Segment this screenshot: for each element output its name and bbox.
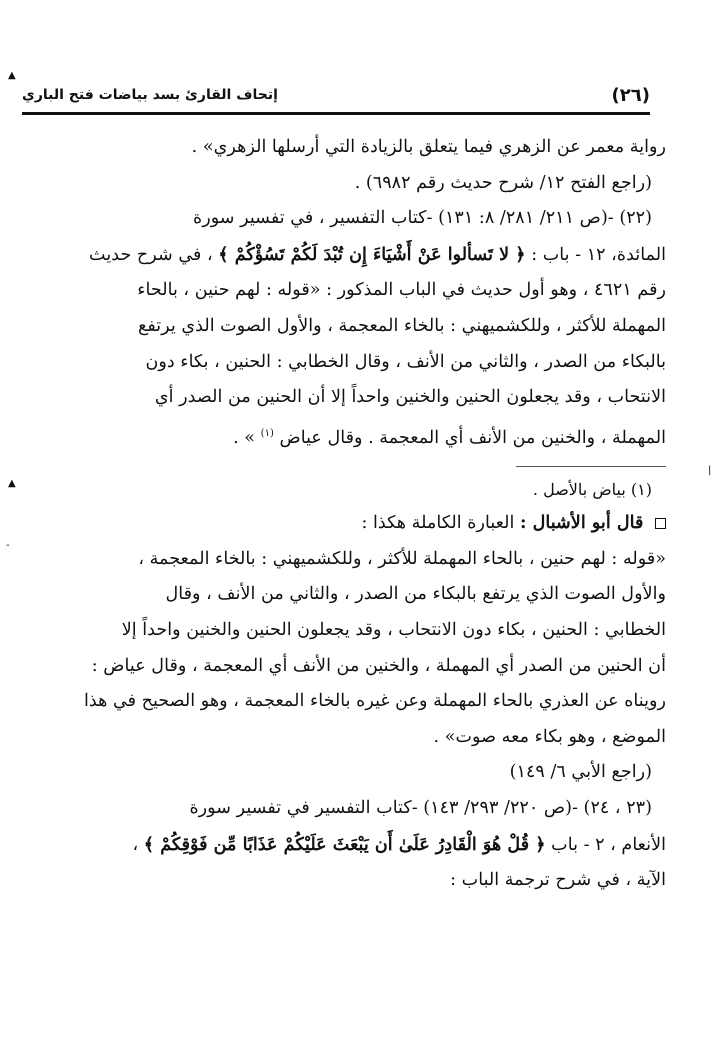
footnote: (١) بياض بالأصل .	[532, 480, 652, 500]
scan-mark: ▲	[8, 478, 16, 489]
text-line: والأول الصوت الذي يرتفع بالبكاء من الصدر ، والثاني من الأنف ، وقال	[165, 584, 666, 605]
text-segment: المهملة ، والخنين من الأنف أي المعجمة . وقال عياض	[279, 427, 666, 448]
text-line: أن الحنين من الصدر أي المهملة ، والخنين من الأنف أي المعجمة ، وقال عياض :	[91, 655, 666, 676]
scan-mark: |	[708, 465, 712, 476]
entry-heading: (٢٢) -(ص ٢١١/ ٢٨١/ ٨: ١٣١) -كتاب التفسير ، في تفسير سورة	[193, 208, 652, 229]
text-segment: الأنعام ، ٢ - باب	[551, 834, 666, 855]
text-segment: ، في شرح حديث	[89, 244, 213, 265]
reference-line: (راجع الأبي ٦/ ١٤٩)	[509, 762, 652, 783]
page-body	[48, 130, 666, 899]
footnote-separator	[516, 466, 666, 467]
comment-heading	[48, 505, 666, 542]
text-line: رويناه عن العذري بالحاء المهملة وعن غيره بالخاء المعجمة ، وهو الصحيح في هذا	[83, 691, 666, 712]
scan-mark: ▲	[8, 70, 16, 81]
text-line	[48, 827, 666, 864]
page-header	[22, 78, 650, 115]
text-line: الموضع ، وهو بكاء معه صوت» .	[433, 726, 666, 747]
quran-quote: ﴿ قُلْ هُوَ الْقَادِرُ عَلَىٰ أَن يَبْعَثَ عَلَيْكُمْ عَذَابًا مِّن فَوْقِكُمْ ﴾	[143, 833, 546, 855]
page-number: (٢٦)	[611, 84, 650, 106]
text-line	[48, 237, 666, 274]
text-segment: العبارة الكاملة هكذا :	[361, 513, 515, 534]
text-line: الانتحاب ، وقد يجعلون الحنين والخنين واحداً إلا أن الحنين من الصدر أي	[154, 387, 666, 408]
comment-label: قال أبو الأشبال :	[519, 512, 644, 534]
text-line: الآية ، في شرح ترجمة الباب :	[450, 870, 666, 891]
text-line: المهملة للأكثر ، وللكشميهني : بالخاء المعجمة ، والأول الصوت الذي يرتفع	[137, 315, 666, 336]
text-line: الخطابي : الحنين ، بكاء دون الانتحاب ، وقد يجعلون الحنين والخنين واحداً إلا	[121, 619, 666, 640]
footnote-marker: (١)	[260, 427, 274, 439]
text-segment: » .	[233, 427, 256, 448]
running-title: إتحاف القارئ بسد بياضات فتح الباري	[22, 87, 278, 103]
text-line: رقم ٤٦٢١ ، وهو أول حديث في الباب المذكور : «قوله : لهم حنين ، بالحاء	[137, 280, 666, 301]
entry-heading: (٢٣ ، ٢٤) -(ص ٢٢٠/ ٢٩٣/ ١٤٣) -كتاب التفسير في تفسير سورة	[189, 797, 652, 818]
text-line: رواية معمر عن الزهري فيما يتعلق بالزيادة التي أرسلها الزهري» .	[191, 137, 666, 157]
text-line: بالبكاء من الصدر ، والثاني من الأنف ، وقال الخطابي : الحنين ، بكاء دون	[145, 351, 666, 372]
text-segment: ،	[132, 834, 139, 855]
quran-quote: ﴿ لا تَسألوا عَنْ أَشْيَاءَ إِن تُبْدَ لَكُمْ تَسُؤْكُمْ ﴾	[218, 243, 526, 265]
text-segment: المائدة، ١٢ - باب :	[531, 244, 666, 265]
square-bullet-icon	[655, 518, 666, 529]
text-line	[48, 416, 666, 456]
scan-mark: -	[6, 540, 10, 551]
reference-line: (راجع الفتح ١٢/ شرح حديث رقم ٦٩٨٢) .	[354, 172, 652, 193]
text-line: «قوله : لهم حنين ، بالحاء المهملة للأكثر ، وللكشميهني : بالخاء المعجمة ،	[138, 548, 666, 569]
